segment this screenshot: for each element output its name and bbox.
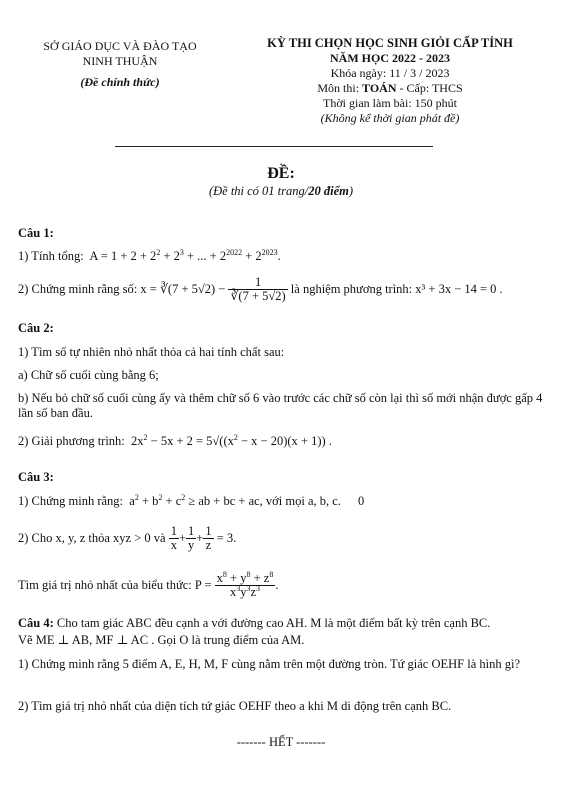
q1-part2-text: 2) Chứng minh rằng số: (18, 281, 138, 296)
q1-part1 (18, 249, 281, 264)
q1-sum-expr: $A = 1 + 2 + 2^2 + 2^3$ + ... + $2^{2022} + 2^{2023}$. (89, 248, 281, 263)
duration: Thời gian làm bài: 150 phút (323, 96, 457, 110)
subject-prefix: Môn thi: (317, 81, 363, 95)
q3-and: và (153, 530, 166, 545)
school-year: NĂM HỌC 2022 - 2023 (330, 51, 450, 65)
time-note: (Không kể thời gian phát đề) (320, 111, 460, 125)
q2-equation: $2x^2 - 5x + 2 = 5√((x^2 - x - 20)(x + 1))$ . (131, 433, 332, 448)
q4-intro-text: Cho tam giác ABC đều cạnh a với đường cao AH. M là một điểm bất kỳ trên cạnh BC. (53, 616, 491, 630)
stray-mark: 0 (358, 494, 365, 508)
department-line1: SỞ GIÁO DỤC VÀ ĐÀO TẠO (43, 39, 197, 53)
q2-part2-text: 2) Giải phương trình: (18, 434, 125, 448)
level: - Cấp: THCS (396, 81, 463, 95)
q3-frac-y: $\frac{1}{y}$ (188, 523, 195, 552)
q1-part2 (18, 271, 503, 307)
q4-intro (18, 616, 490, 631)
q3-expression-P: $\frac{x^8 + y^8 + z^8}{x^3y^3z^3}$ (216, 569, 274, 599)
q1-label: Câu 1: (18, 226, 54, 240)
q3-frac-x: $\frac{1}{x}$ (170, 523, 177, 552)
q2-item-a: a) Chữ số cuối cùng bằng 6; (18, 368, 159, 382)
q4-label: Câu 4: (18, 616, 54, 630)
q3-part2-text: 2) Cho x, y, z thỏa (18, 530, 110, 545)
department-name (30, 39, 210, 90)
q1-number-expr: x = ∛(7 + 5√2) − (140, 281, 229, 296)
page-subtitle (0, 184, 562, 199)
subject-line (240, 81, 540, 96)
q3-part1 (18, 494, 364, 509)
q2-label: Câu 2: (18, 321, 54, 335)
q2-part1: 1) Tìm số tự nhiên nhỏ nhất thỏa cả hai tính chất sau: (18, 345, 285, 359)
subject: TOÁN (362, 81, 397, 95)
q3-part3: Tìm giá trị nhỏ nhất của biểu thức: P = $\frac{x^8 + y^8 + z^8}{x^3y^3z^3}$ . (18, 569, 279, 599)
q1-part2-tail: là nghiệm phương trình: (290, 281, 413, 296)
subtitle-points: 20 điểm (308, 184, 349, 198)
department-line2: NINH THUẬN (82, 54, 158, 68)
exam-title: KỲ THI CHỌN HỌC SINH GIỎI CẤP TỈNH (267, 36, 513, 50)
q3-inequality: $a^2 + b^2 + c^2$ ≥ ab + bc + ac (129, 493, 260, 508)
q4-part1: 1) Chứng minh rằng 5 điểm A, E, H, M, F cùng nằm trên một đường tròn. Tứ giác OEHF là hình gì? (18, 657, 520, 671)
q3-frac-z: $\frac{1}{z}$ (205, 523, 212, 552)
subtitle-suffix: ) (348, 184, 354, 198)
q2-item-b: b) Nếu bỏ chữ số cuối cùng ấy và thêm chữ số 6 vào trước các chữ số còn lại thì số mới nhận được gấp 4 lần số ban đầu. (18, 391, 543, 420)
q3-label: Câu 3: (18, 470, 54, 484)
q1-fraction: $\frac{1}{∛(7 + 5√2)}$ (230, 274, 286, 303)
subtitle-prefix: (Đề thi có 01 trang/ (208, 184, 309, 198)
page-title: ĐỀ: (267, 165, 295, 182)
official-label: (Đề chính thức) (80, 75, 160, 89)
q3-part1-tail: , với mọi a, b, c. (259, 494, 341, 508)
q1-equation: x³ + 3x − 14 = 0 . (415, 281, 503, 296)
end-marker: ------- HẾT ------- (236, 735, 326, 749)
q4-part2: 2) Tìm giá trị nhỏ nhất của diện tích tứ giác OEHF theo a khi M di động trên cạnh BC. (18, 699, 452, 713)
header-divider (115, 146, 433, 147)
q4-intro2: Vẽ ME ⊥ AB, MF ⊥ AC . Gọi O là trung điểm của AM. (18, 633, 305, 647)
exam-date: Khóa ngày: 11 / 3 / 2023 (330, 66, 450, 80)
q1-part1-text: 1) Tính tổng: (18, 249, 84, 263)
q2-part2 (18, 434, 332, 449)
q3-part2: 2) Cho x, y, z thỏa xyz > 0 và $\frac{1}{x}$ + $\frac{1}{y}$ + $\frac{1}{z}$ = 3. (18, 523, 237, 552)
q3-part3-text: Tìm giá trị nhỏ nhất của biểu thức: (18, 577, 192, 592)
q3-condition: xyz > 0 (113, 530, 151, 545)
q3-part1-text: 1) Chứng minh rằng: (18, 494, 124, 508)
exam-info (240, 36, 540, 126)
